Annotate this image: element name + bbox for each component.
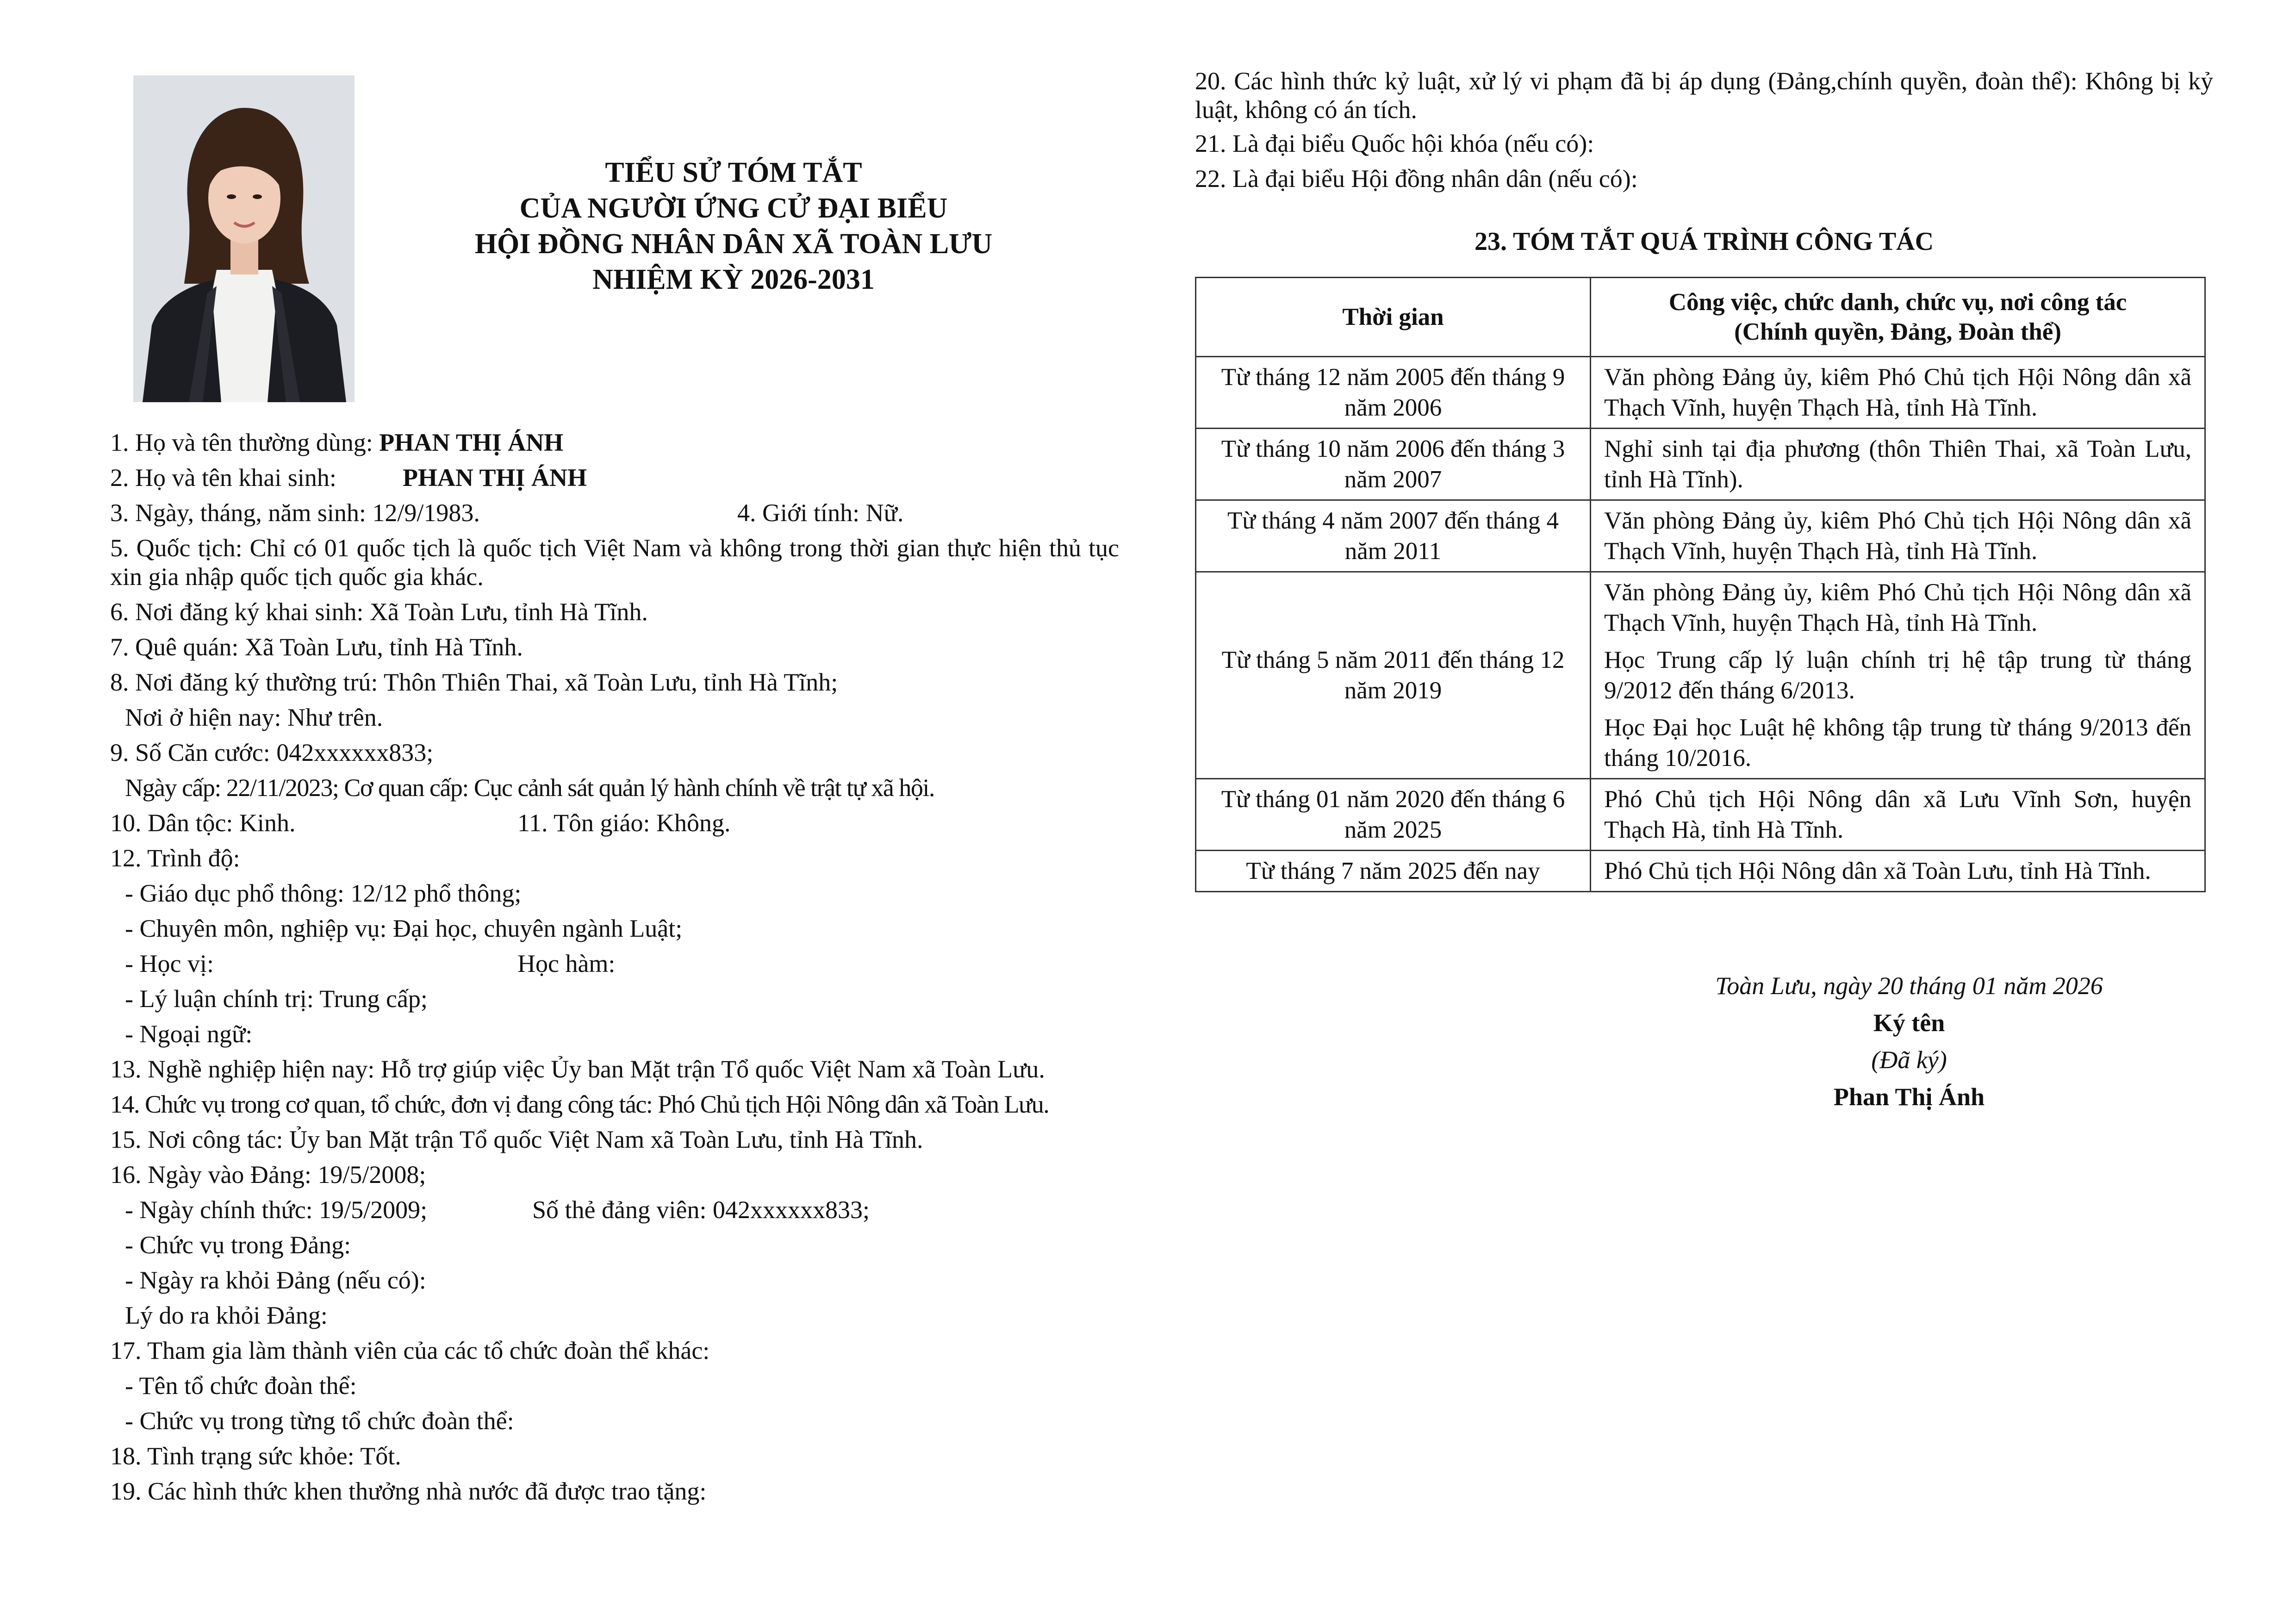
column-header-time: Thời gian	[1196, 278, 1591, 357]
signed-note: (Đã ký)	[1871, 1046, 1947, 1074]
table-header-row	[1196, 278, 2205, 357]
field-general-education: - Giáo dục phổ thông: 12/12 phổ thông;	[125, 879, 522, 907]
field-education: 12. Trình độ:	[110, 844, 240, 872]
field-id-issue: Ngày cấp: 22/11/2023; Cơ quan cấp: Cục cảnh sát quản lý hành chính về trật tự xã hội.	[125, 774, 934, 802]
field-discipline: 20. Các hình thức kỷ luật, xử lý vi phạm đã bị áp dụng (Đảng,chính quyền, đoàn thể): Không bị kỷ luật, không có án tích.	[1195, 67, 2213, 124]
table-row	[1196, 851, 2205, 892]
field-health: 18. Tình trạng sức khỏe: Tốt.	[110, 1442, 401, 1470]
work-history-table	[1195, 277, 2206, 892]
row-time: Từ tháng 4 năm 2007 đến tháng 4 năm 2011	[1196, 500, 1591, 572]
row-description: Nghỉ sinh tại địa phương (thôn Thiên Thai, xã Toàn Lưu, tỉnh Hà Tĩnh).	[1591, 429, 2205, 500]
field-id-number: 9. Số Căn cước: 042xxxxxx833;	[110, 739, 434, 766]
field-party-leave-date: - Ngày ra khỏi Đảng (nếu có):	[125, 1266, 426, 1294]
table-row	[1196, 357, 2205, 429]
birth-name-value: PHAN THỊ ÁNH	[403, 464, 587, 492]
place-date: Toàn Lưu, ngày 20 tháng 01 năm 2026	[1715, 972, 2103, 1000]
field-position: 14. Chức vụ trong cơ quan, tổ chức, đơn vị đang công tác: Phó Chủ tịch Hội Nông dân xã Toàn Lưu.	[110, 1090, 1049, 1118]
field-gender: 4. Giới tính: Nữ.	[737, 499, 904, 527]
row-time: Từ tháng 10 năm 2006 đến tháng 3 năm 2007	[1196, 429, 1591, 500]
title-line: TIỂU SỬ TÓM TẮT	[605, 157, 862, 188]
field-academic-title: Học hàm:	[517, 950, 616, 977]
row-description: Phó Chủ tịch Hội Nông dân xã Lưu Vĩnh Sơn, huyện Thạch Hà, tỉnh Hà Tĩnh.	[1591, 779, 2205, 851]
document-title	[398, 155, 1069, 298]
table-row	[1196, 572, 2205, 779]
field-birth-registration: 6. Nơi đăng ký khai sinh: Xã Toàn Lưu, tỉnh Hà Tĩnh.	[110, 598, 648, 626]
field-awards: 19. Các hình thức khen thưởng nhà nước đã được trao tặng:	[110, 1477, 707, 1505]
field-current-address: Nơi ở hiện nay: Như trên.	[125, 703, 383, 731]
field-party-official-date: - Ngày chính thức: 19/5/2009; Số thẻ đảng viên: 042xxxxxx833;	[110, 1192, 1119, 1227]
common-name-value: PHAN THỊ ÁNH	[379, 429, 564, 456]
row-time: Từ tháng 7 năm 2025 đến nay	[1196, 851, 1591, 892]
row-time: Từ tháng 5 năm 2011 đến tháng 12 năm 2019	[1196, 572, 1591, 779]
row-description: Phó Chủ tịch Hội Nông dân xã Toàn Lưu, tỉnh Hà Tĩnh.	[1591, 851, 2205, 892]
signature-block	[1620, 967, 2198, 1115]
table-row	[1196, 779, 2205, 851]
row-description: Văn phòng Đảng ủy, kiêm Phó Chủ tịch Hội Nông dân xã Thạch Vĩnh, huyện Thạch Hà, tỉnh Hà Tĩnh. Học Trung cấp lý luận chính trị hệ tập trung từ tháng 9/2012 đến tháng 6/2013. Học Đại học Luật hệ không tập trung từ tháng 9/2013 đến tháng 10/2016.	[1591, 572, 2205, 779]
portrait-photo-icon	[133, 75, 355, 402]
title-line: NHIỆM KỲ 2026-2031	[592, 264, 875, 295]
row-description: Văn phòng Đảng ủy, kiêm Phó Chủ tịch Hội Nông dân xã Thạch Vĩnh, huyện Thạch Hà, tỉnh Hà Tĩnh.	[1591, 500, 2205, 572]
field-ethnicity-religion: 10. Dân tộc: Kinh. 11. Tôn giáo: Không.	[110, 805, 1119, 840]
field-hometown: 7. Quê quán: Xã Toàn Lưu, tỉnh Hà Tĩnh.	[110, 633, 523, 661]
field-common-name: 1. Họ và tên thường dùng: PHAN THỊ ÁNH	[110, 429, 564, 456]
bio-fields	[110, 425, 1119, 1509]
field-party-card: Số thẻ đảng viên: 042xxxxxx833;	[532, 1196, 870, 1224]
field-party-position: - Chức vụ trong Đảng:	[125, 1231, 351, 1259]
field-party-leave-reason: Lý do ra khỏi Đảng:	[125, 1301, 328, 1329]
field-specialization: - Chuyên môn, nghiệp vụ: Đại học, chuyên ngành Luật;	[125, 915, 683, 942]
field-nationality: 5. Quốc tịch: Chỉ có 01 quốc tịch là quốc tịch Việt Nam và không trong thời gian thực hiện thủ tục xin gia nhập quốc tịch quốc gia khác.	[110, 534, 1119, 591]
table-row	[1196, 500, 2205, 572]
row-time: Từ tháng 12 năm 2005 đến tháng 9 năm 2006	[1196, 357, 1591, 429]
field-organization-position: - Chức vụ trong từng tổ chức đoàn thể:	[125, 1407, 514, 1435]
row-description: Văn phòng Đảng ủy, kiêm Phó Chủ tịch Hội Nông dân xã Thạch Vĩnh, huyện Thạch Hà, tỉnh Hà Tĩnh.	[1591, 357, 2205, 429]
candidate-photo	[133, 75, 355, 402]
field-foreign-language: - Ngoại ngữ:	[125, 1020, 253, 1048]
field-political-theory: - Lý luận chính trị: Trung cấp;	[125, 985, 428, 1013]
field-national-assembly: 21. Là đại biểu Quốc hội khóa (nếu có):	[1195, 130, 1594, 157]
field-birth-name: 2. Họ và tên khai sinh: PHAN THỊ ÁNH	[110, 460, 1119, 495]
title-line: HỘI ĐỒNG NHÂN DÂN XÃ TOÀN LƯU	[474, 228, 993, 260]
bio-fields-continued	[1195, 65, 2213, 196]
field-workplace: 15. Nơi công tác: Ủy ban Mặt trận Tổ quốc Việt Nam xã Toàn Lưu, tỉnh Hà Tĩnh.	[110, 1126, 923, 1153]
column-header-description: Công việc, chức danh, chức vụ, nơi công tác (Chính quyền, Đảng, Đoàn thể)	[1591, 278, 2205, 357]
field-party-join-date: 16. Ngày vào Đảng: 19/5/2008;	[110, 1161, 426, 1188]
row-time: Từ tháng 01 năm 2020 đến tháng 6 năm 2025	[1196, 779, 1591, 851]
field-birthdate-gender: 3. Ngày, tháng, năm sinh: 12/9/1983. 4. Giới tính: Nữ.	[110, 495, 1119, 530]
field-organizations: 17. Tham gia làm thành viên của các tổ chức đoàn thể khác:	[110, 1337, 710, 1364]
table-row	[1196, 429, 2205, 500]
field-religion: 11. Tôn giáo: Không.	[517, 809, 731, 837]
title-line: CỦA NGƯỜI ỨNG CỬ ĐẠI BIỂU	[519, 193, 948, 224]
field-occupation: 13. Nghề nghiệp hiện nay: Hỗ trợ giúp việc Ủy ban Mặt trận Tổ quốc Việt Nam xã Toàn Lưu.	[110, 1055, 1045, 1083]
field-degree: - Học vị: Học hàm:	[110, 946, 1119, 981]
field-peoples-council: 22. Là đại biểu Hội đồng nhân dân (nếu có):	[1195, 165, 1638, 193]
field-residence: 8. Nơi đăng ký thường trú: Thôn Thiên Thai, xã Toàn Lưu, tỉnh Hà Tĩnh;	[110, 668, 838, 696]
work-history-title: 23. TÓM TẮT QUÁ TRÌNH CÔNG TÁC	[1474, 227, 1934, 256]
signer-name: Phan Thị Ánh	[1833, 1083, 1985, 1111]
sign-label: Ký tên	[1873, 1009, 1945, 1037]
field-organization-name: - Tên tổ chức đoàn thể:	[125, 1372, 357, 1400]
